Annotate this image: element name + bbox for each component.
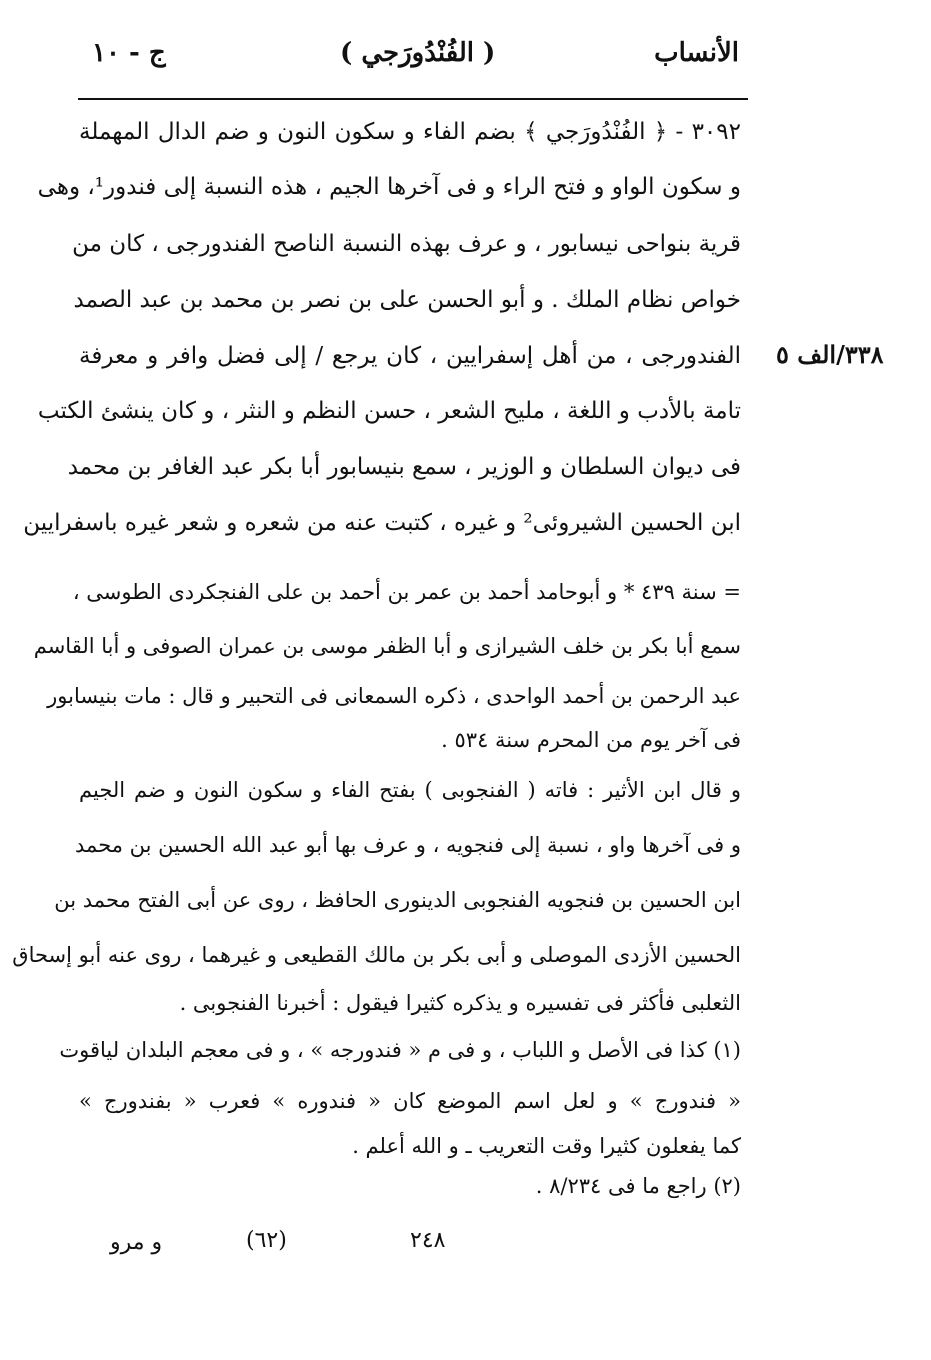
footnote-line: « فندورج » و لعل اسم الموضع كان « فندوره » فعرب « بفندورج » <box>79 1089 741 1113</box>
ibn-athir-note-line: ابن الحسين بن فنجويه الفنجوبى الدينورى الحافظ ، روى عن أبى الفتح محمد بن <box>54 888 741 912</box>
main-text-line: و سكون الواو و فتح الراء و فى آخرها الجيم ، هذه النسبة إلى فندور¹، وهى <box>37 174 741 200</box>
main-text-line: قرية بنواحى نيسابور ، و عرف بهذه النسبة الناصح الفندورجى ، كان من <box>72 231 741 257</box>
page-number: ٢٤٨ <box>410 1228 446 1253</box>
main-text-line: ابن الحسين الشيروئى² و غيره ، كتبت عنه من شعره و شعر غيره باسفرايين <box>23 510 741 536</box>
main-text-line: تامة بالأدب و اللغة ، مليح الشعر ، حسن النظم و النثر ، و كان ينشئ الكتب <box>37 398 741 424</box>
main-text-line: الفندورجى ، من أهل إسفرايين ، كان يرجع / إلى فضل وافر و معرفة <box>79 343 741 369</box>
header-rule <box>78 98 748 100</box>
header-book-title: الأنساب <box>654 38 739 68</box>
main-text-line: فى ديوان السلطان و الوزير ، سمع بنيسابور أبا بكر عبد الغافر بن محمد <box>67 454 741 480</box>
signature-mark: (٦٢) <box>246 1228 287 1253</box>
continued-note-line: عبد الرحمن بن أحمد الواحدى ، ذكره السمعانى فى التحبير و قال : مات بنيسابور <box>47 684 741 708</box>
main-text-line: خواص نظام الملك . و أبو الحسن على بن نصر بن محمد بن عبد الصمد <box>73 287 741 313</box>
footnote-line: كما يفعلون كثيرا وقت التعريب ـ و الله أعلم . <box>352 1134 741 1158</box>
header-volume: ج - ١٠ <box>92 38 166 68</box>
margin-folio: ٣٣٨/الف ٥ <box>776 340 884 369</box>
main-text-line: ٣٠٩٢ - ﴿ الفُنْدُورَجي ﴾ بضم الفاء و سكون النون و ضم الدال المهملة <box>79 119 741 145</box>
catchword: و مرو <box>110 1230 163 1255</box>
footnote-line: (٢) راجع ما فى ٨/٢٣٤ . <box>535 1174 741 1198</box>
continued-note-line: = سنة ٤٣٩ * و أبوحامد أحمد بن عمر بن أحمد بن على الفنجكردى الطوسى ، <box>72 580 741 604</box>
continued-note-line: فى آخر يوم من المحرم سنة ٥٣٤ . <box>441 728 741 752</box>
ibn-athir-note-line: الثعلبى فأكثر فى تفسيره و يذكره كثيرا فيقول : أخبرنا الفنجوبى . <box>179 991 741 1015</box>
header-entry-title: ( الفُنْدُورَجي ) <box>340 38 496 68</box>
ibn-athir-note-line: الحسين الأزدى الموصلى و أبى بكر بن مالك القطيعى و غيرهما ، روى عنه أبو إسحاق <box>12 943 741 967</box>
continued-note-line: سمع أبا بكر بن خلف الشيرازى و أبا الظفر موسى بن عمران الصوفى و أبا القاسم <box>33 634 741 658</box>
ibn-athir-note-line: و قال ابن الأثير : فاته ( الفنجوبى ) بفتح الفاء و سكون النون و ضم الجيم <box>79 778 741 802</box>
footnote-line: (١) كذا فى الأصل و اللباب ، و فى م « فندورجه » ، و فى معجم البلدان لياقوت <box>59 1038 741 1062</box>
ibn-athir-note-line: و فى آخرها واو ، نسبة إلى فنجويه ، و عرف بها أبو عبد الله الحسين بن محمد <box>75 833 741 857</box>
